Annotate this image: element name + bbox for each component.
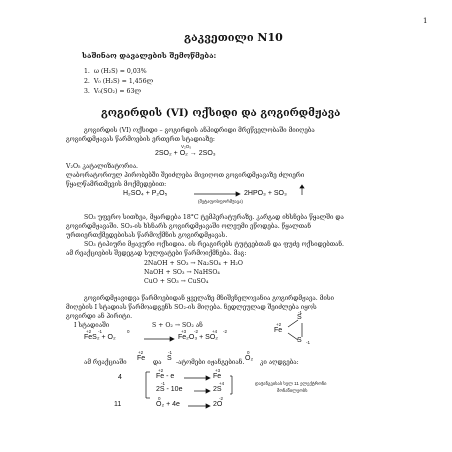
ox-state-fe: +2 <box>86 329 92 334</box>
equation-so3-synthesis: 2SO₂ + O₂ → 2SO₃ <box>155 150 216 157</box>
equation-note: (მეტაფოსფორმჟავა) <box>198 199 243 204</box>
paragraph-line: გოგირდის (VI) ოქსიდი – გოგირდის ანჰიდრიდი მრეწველობაში მიიღება <box>84 127 315 134</box>
paragraph-line: SO₃ ტიპიური მჟავური ოქსიდია. ის რეაგირებს ტუტეებთან და ფუძე ოქსიდებთან. <box>84 241 344 248</box>
lesson-title: გაკვეთილი N10 <box>184 31 283 44</box>
homework-item: 1. ω (H₂S) = 0,03% <box>84 68 147 75</box>
redox-ox-left: 0 <box>158 396 161 401</box>
redox-coefficient: 11 <box>114 401 122 408</box>
ox-state-s-product: +4 <box>212 329 218 334</box>
redox-atom-s: S <box>167 355 172 362</box>
pyrite-equation-right: Fe₂O₃ + SO₂ <box>178 334 218 341</box>
paragraph-line: გოგირდი ან პირიტი. <box>66 313 133 320</box>
redox-intro: ამ რეაქციაში <box>84 359 127 366</box>
struct-fe: Fe <box>274 327 283 334</box>
struct-ox-s-top: -1 <box>298 310 303 315</box>
struct-ox-s-bottom: -1 <box>306 340 311 345</box>
redox-ox-left: +2 <box>158 368 164 373</box>
paragraph-line: გოგირდმჟავაში. SO₃-ის ხსნარს გოგირდმჟავაში ოლეუმი ეწოდება. წყალთან <box>66 223 312 230</box>
redox-half-left: O₂ + 4e <box>156 401 180 408</box>
redox-note: მონაწილეობს <box>277 388 308 393</box>
struct-s-bottom: S <box>297 337 302 344</box>
redox-ox-right: +3 <box>215 368 221 373</box>
struct-ox-fe: +2 <box>276 322 282 327</box>
catalyst-label: V₂O₅ <box>181 144 192 149</box>
paragraph-line: მიღების I სტადიას წარმოადგენს SO₂-ის მიღება. ნედლეულად შეიძლება იყოს <box>66 304 317 311</box>
redox-ox-right: -2 <box>219 396 224 401</box>
redox-ox-fe: +2 <box>138 350 144 355</box>
homework-item: 3. V₀(SO₂) = 63ლ <box>84 88 142 95</box>
equation-naoh-so3: 2NaOH + SO₃ → Na₂SO₄ + H₂O <box>144 260 243 267</box>
redox-half-right: 2O <box>213 401 223 408</box>
redox-atom-fe: Fe <box>137 355 146 362</box>
ox-state-o-product: -2 <box>223 329 228 334</box>
equation-naoh-so3-acid: NaOH + SO₃ → NaHSO₄ <box>144 269 220 276</box>
paragraph-line: გოგირდმჟავას წარმოების ერთერთ სტადიაზე: <box>66 136 215 143</box>
redox-ox-s: -1 <box>168 350 173 355</box>
redox-half-right: Fe <box>213 373 222 380</box>
pyrite-equation-left: FeS₂ + O₂ <box>84 334 116 341</box>
paragraph-line: V₂O₅ კატალიზატორია. <box>66 163 138 170</box>
redox-ox-left: -1 <box>161 381 166 386</box>
paragraph-line: ურთიერთქმედებისას წარმოქმნის გოგირდმჟავას. <box>66 232 228 239</box>
ox-state-fe-product: +3 <box>181 329 187 334</box>
equation-cuo-so3: CuO + SO₃ → CuSO₄ <box>144 278 209 285</box>
stage-equation: S + O₂ → SO₂ ან <box>152 322 203 329</box>
paragraph-line: გოგირდმჟავიდვა წარმოებიდან ყველაზე მნიშვნელოვანია გოგირდმჟავა. მისი <box>84 295 335 302</box>
equation-right-side: 2HPO₃ + SO₃ <box>244 190 287 197</box>
page-number: 1 <box>423 17 428 25</box>
redox-intro: კი აღდგება: <box>260 359 299 366</box>
redox-intro: და <box>153 359 162 366</box>
redox-coefficient: 4 <box>118 374 122 381</box>
stage-label: I სტადიაში <box>74 322 110 329</box>
paragraph-line: ლაბორატორიულ პირობებში შეიძლება მივიღოთ გოგირდმჟავაზე ძლიერი <box>66 172 305 179</box>
redox-half-right: 2S <box>213 386 222 393</box>
section-heading: გოგირდის (VI) ოქსიდი და გოგირდმჟავა <box>101 107 341 119</box>
redox-half-left: 2S - 10e <box>156 386 183 393</box>
paragraph-line: SO₃ უფერო სითხეა, მყარდება 18°C ტემპერატურაზე. კარგად იხსნება წყალში და <box>84 214 344 221</box>
homework-item: 2. V₀ (H₂S) = 1,456ლ <box>84 78 154 85</box>
redox-intro: -ატომები იჟანგებიან. <box>176 359 245 366</box>
redox-half-left: Fe - e <box>156 373 175 380</box>
redox-ox-o: 0 <box>247 350 250 355</box>
ox-state-o: 0 <box>127 329 130 334</box>
redox-ox-right: +4 <box>219 381 225 386</box>
ox-state-o-product: -2 <box>194 329 199 334</box>
struct-s-top: S <box>297 314 302 321</box>
homework-heading: საშინაო დავალების შემოწმება: <box>82 51 217 60</box>
equation-left-side: H₂SO₄ + P₂O₅ <box>123 190 168 197</box>
redox-note: დაჟანგვისას სულ 11 ელექტრონი <box>255 381 327 386</box>
ox-state-s: -1 <box>98 329 103 334</box>
paragraph-line: ამ რეაქციების შედეგად სულფატები წარმოიქმნება. მაგ: <box>66 250 247 257</box>
redox-atom-o: O₂ <box>245 355 254 362</box>
paragraph-line: წყალწამრთმევის მოქმედებით: <box>66 181 167 188</box>
